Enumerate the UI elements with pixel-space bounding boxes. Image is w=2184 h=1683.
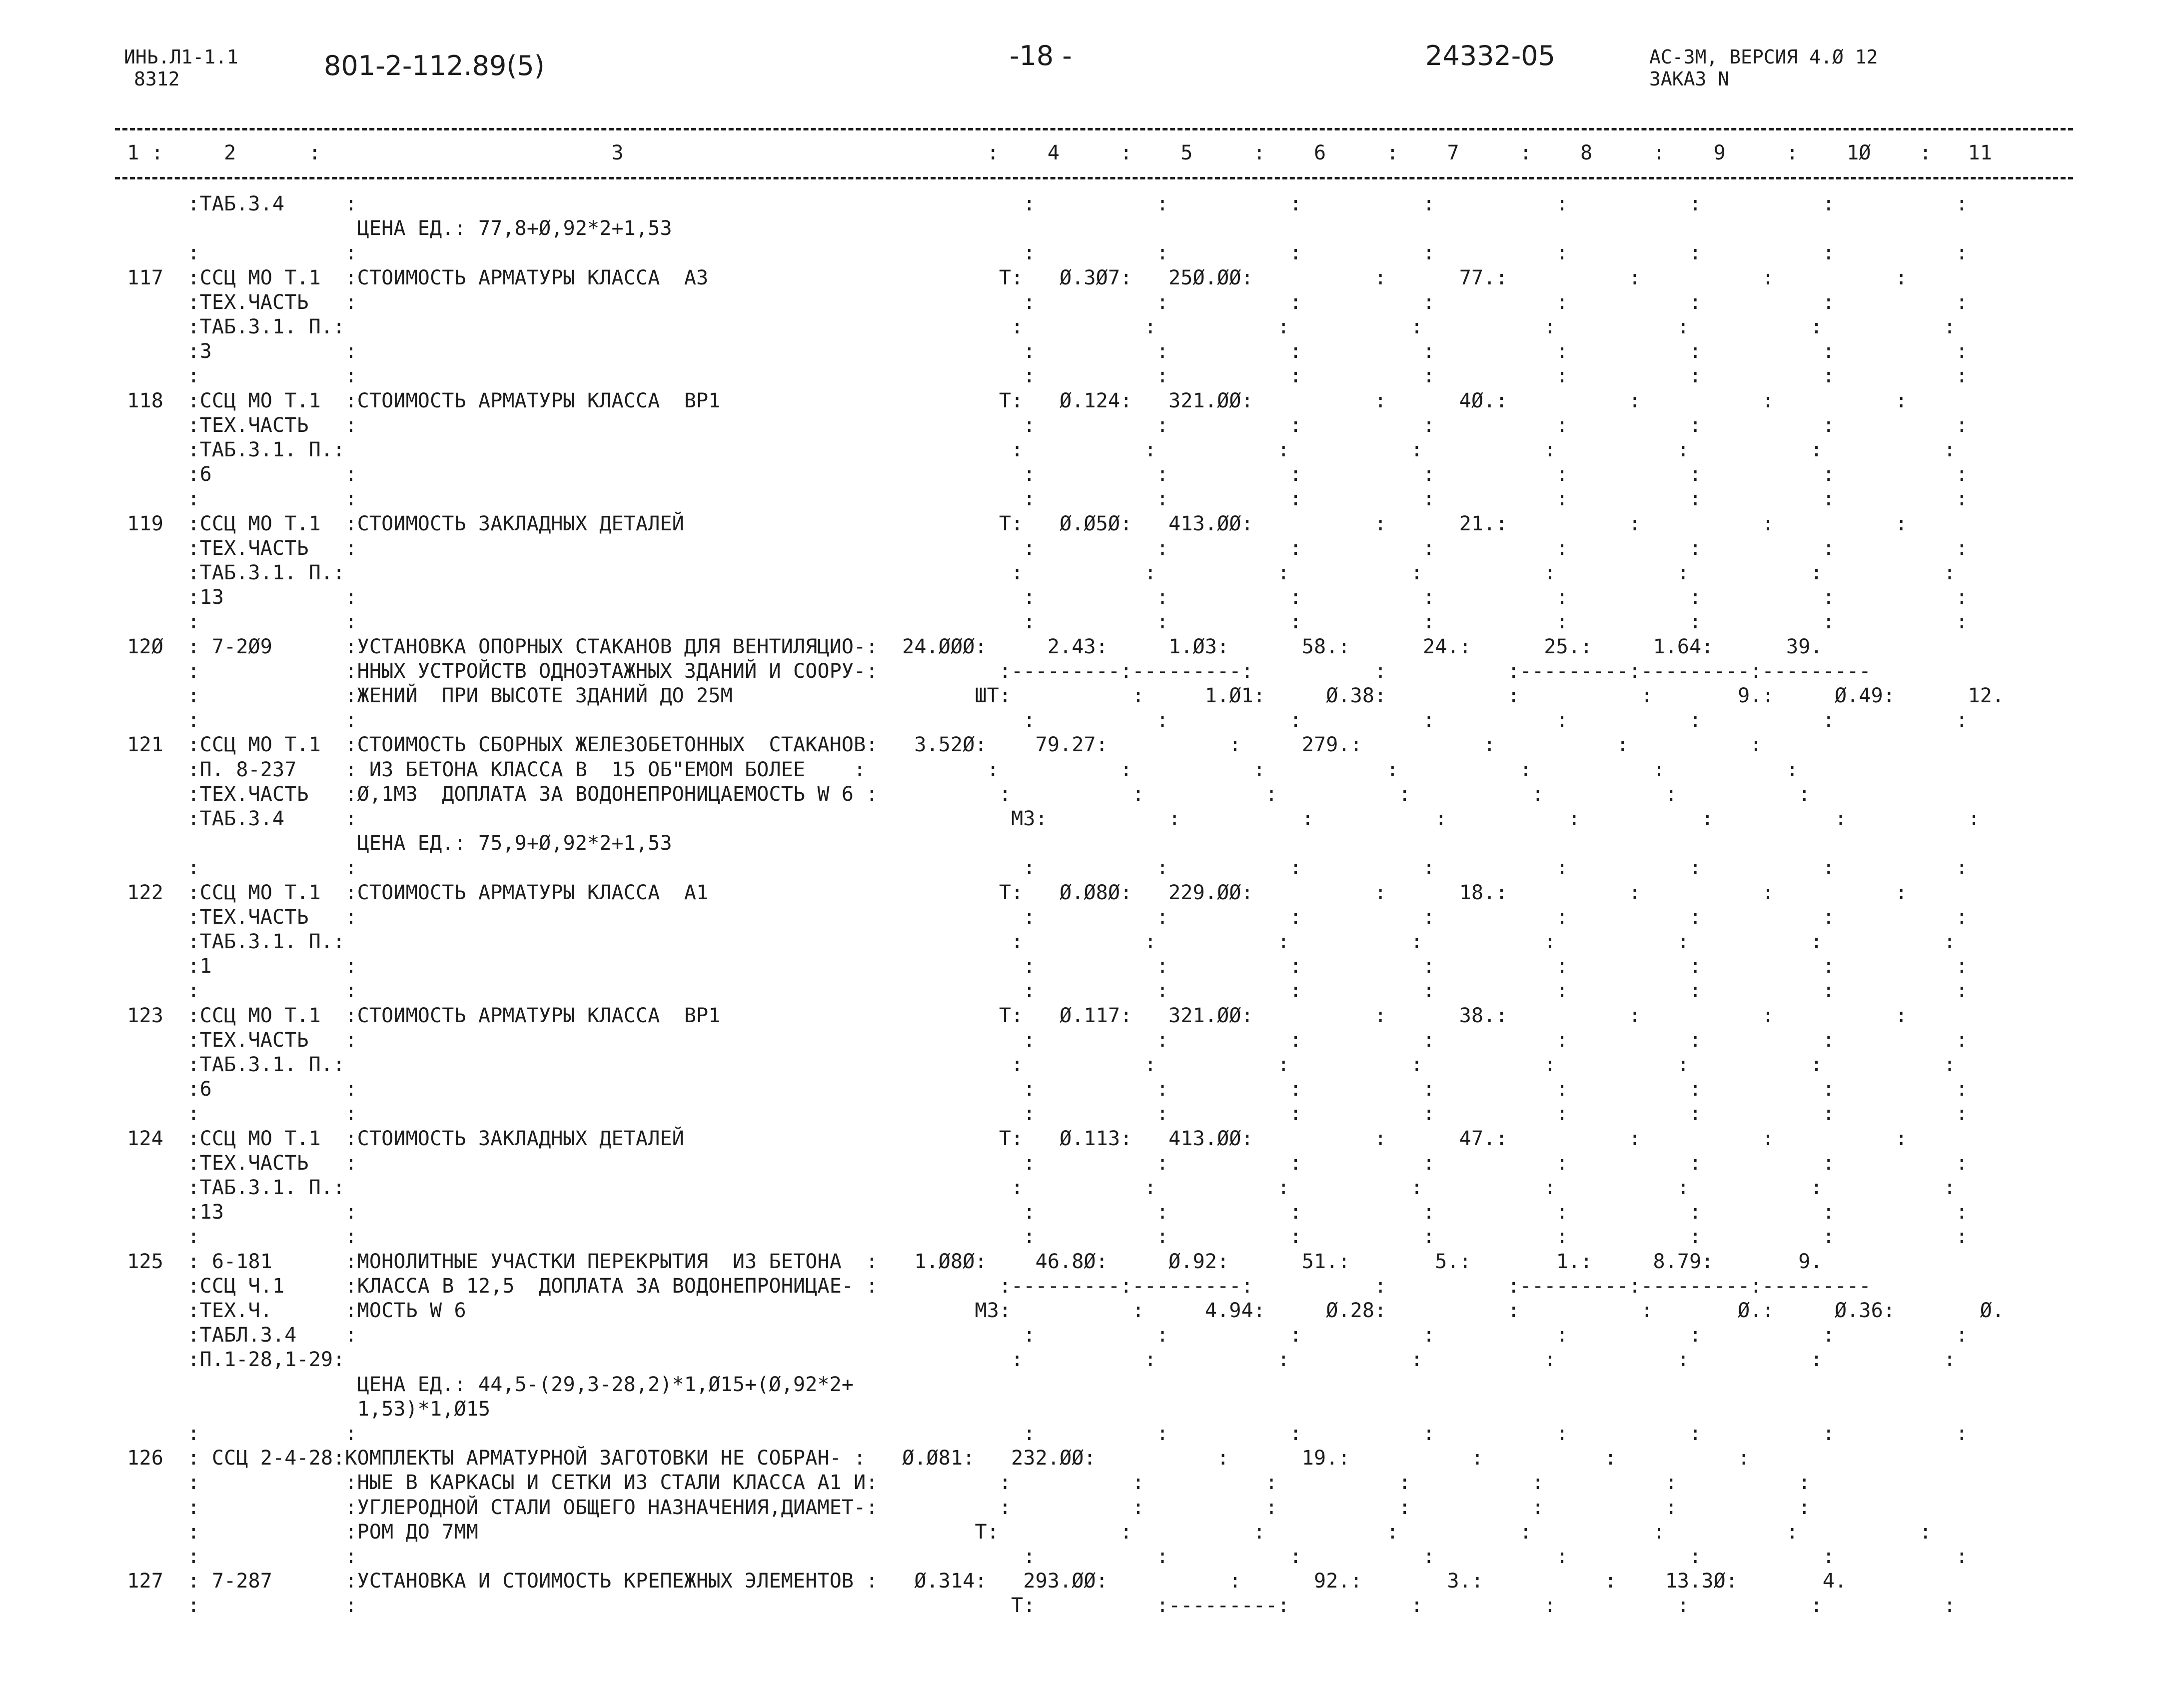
table-line: :6 : : : : : : : : : bbox=[115, 463, 1968, 486]
table-line: :13 : : : : : : : : : bbox=[115, 586, 1968, 609]
table-line: : : : : : : : : : : bbox=[115, 979, 1968, 1003]
table-line: : : : : : : : : : : bbox=[115, 1102, 1968, 1126]
table-line: 117 :ССЦ МО Т.1 :СТОИМОСТЬ АРМАТУРЫ КЛАССА А3 Т: Ø.3Ø7: 25Ø.ØØ: : 77.: : : : bbox=[115, 266, 1908, 289]
document-number: 24332-05 bbox=[1425, 40, 1555, 71]
table-line: 123 :ССЦ МО Т.1 :СТОИМОСТЬ АРМАТУРЫ КЛАССА ВР1 Т: Ø.117: 321.ØØ: : 38.: : : : bbox=[115, 1004, 1908, 1027]
ref-line-2: 8312 bbox=[134, 68, 180, 90]
table-line: : : Т: :---------: : : : : : bbox=[115, 1594, 1956, 1618]
ref-line-1: ИНЬ.Л1-1.1 bbox=[124, 46, 238, 68]
table-line: :ТАБ.3.1. П.: : : : : : : : : bbox=[115, 315, 1956, 338]
table-line: : : : : : : : : : : bbox=[115, 1225, 1968, 1249]
table-line: 1,53)*1,Ø15 bbox=[115, 1397, 491, 1421]
table-line: :ТЕХ.ЧАСТЬ : : : : : : : : : bbox=[115, 413, 1968, 437]
table-line: :13 : : : : : : : : : bbox=[115, 1201, 1968, 1224]
table-line: :1 : : : : : : : : : bbox=[115, 955, 1968, 978]
table-line: : : : : : : : : : : bbox=[115, 709, 1968, 732]
table-line: :ТАБ.3.1. П.: : : : : : : : : bbox=[115, 930, 1956, 953]
table-line: 12Ø : 7-2Ø9 :УСТАНОВКА ОПОРНЫХ СТАКАНОВ ДЛЯ ВЕНТИЛЯЦИО-: 24.ØØØ: 2.43: 1.Ø3: 58.: 24.: 25.: 1.64: 39. bbox=[115, 635, 1823, 658]
table-line: :ТЕХ.ЧАСТЬ : : : : : : : : : bbox=[115, 290, 1968, 314]
table-line: :ТЕХ.ЧАСТЬ : : : : : : : : : bbox=[115, 1028, 1968, 1052]
top-rule bbox=[115, 128, 2073, 130]
table-line: ЦЕНА ЕД.: 75,9+Ø,92*2+1,53 bbox=[115, 832, 672, 855]
table-line: 118 :ССЦ МО Т.1 :СТОИМОСТЬ АРМАТУРЫ КЛАССА ВР1 Т: Ø.124: 321.ØØ: : 4Ø.: : : : bbox=[115, 389, 1908, 412]
table-line: :П. 8-237 : ИЗ БЕТОНА КЛАССА В 15 ОБ"ЕМОМ БОЛЕЕ : : : : : : : : bbox=[115, 758, 1799, 781]
column-numbers: 1 : 2 : 3 : 4 : 5 : 6 : 7 : 8 : 9 : 1Ø : 11 bbox=[115, 141, 1992, 164]
table-line: :ТАБ.3.1. П.: : : : : : : : : bbox=[115, 438, 1956, 461]
system-info-line-2: ЗАКАЗ N bbox=[1649, 68, 1730, 90]
table-line: 119 :ССЦ МО Т.1 :СТОИМОСТЬ ЗАКЛАДНЫХ ДЕТАЛЕЙ Т: Ø.Ø5Ø: 413.ØØ: : 21.: : : : bbox=[115, 512, 1908, 535]
table-line: ЦЕНА ЕД.: 44,5-(29,3-28,2)*1,Ø15+(Ø,92*2+ bbox=[115, 1373, 854, 1396]
page-number: -18 - bbox=[1010, 40, 1072, 71]
table-line: : : : : : : : : : : bbox=[115, 364, 1968, 388]
system-info-line-1: АС-3М, ВЕРСИЯ 4.Ø 12 bbox=[1649, 46, 1878, 68]
table-line: : : : : : : : : : : bbox=[115, 1545, 1968, 1568]
table-line: 124 :ССЦ МО Т.1 :СТОИМОСТЬ ЗАКЛАДНЫХ ДЕТАЛЕЙ Т: Ø.113: 413.ØØ: : 47.: : : : bbox=[115, 1127, 1908, 1150]
table-line: :ТЕХ.ЧАСТЬ :Ø,1М3 ДОПЛАТА ЗА ВОДОНЕПРОНИЦАЕМОСТЬ W 6 : : : : : : : : bbox=[115, 782, 1811, 806]
table-line: 125 : 6-181 :МОНОЛИТНЫЕ УЧАСТКИ ПЕРЕКРЫТИЯ ИЗ БЕТОНА : 1.Ø8Ø: 46.8Ø: Ø.92: 51.: 5.: 1.: 8.79: 9. bbox=[115, 1250, 1823, 1273]
table-line: : :ЖЕНИЙ ПРИ ВЫСОТЕ ЗДАНИЙ ДО 25М ШТ: : 1.Ø1: Ø.38: : : 9.: Ø.49: 12. bbox=[115, 684, 2005, 707]
table-line: :ССЦ Ч.1 :КЛАССА В 12,5 ДОПЛАТА ЗА ВОДОНЕПРОНИЦАЕ- : :---------:---------: : :---------:---------:--------- bbox=[115, 1274, 1871, 1298]
table-line: : : : : : : : : : : bbox=[115, 856, 1968, 880]
table-line: :ТЕХ.ЧАСТЬ : : : : : : : : : bbox=[115, 1151, 1968, 1175]
table-line: :ТАБ.3.1. П.: : : : : : : : : bbox=[115, 561, 1956, 584]
document-code: 801-2-112.89(5) bbox=[324, 50, 545, 81]
header-bottom-rule bbox=[115, 177, 2073, 179]
table-line: :ТАБ.3.4 : : : : : : : : : bbox=[115, 192, 1968, 215]
table-line: : : : : : : : : : : bbox=[115, 1422, 1968, 1445]
table-line: :6 : : : : : : : : : bbox=[115, 1078, 1968, 1101]
table-line: :ТАБЛ.3.4 : : : : : : : : : bbox=[115, 1324, 1968, 1347]
table-line: :3 : : : : : : : : : bbox=[115, 340, 1968, 363]
table-line: 122 :ССЦ МО Т.1 :СТОИМОСТЬ АРМАТУРЫ КЛАССА А1 Т: Ø.Ø8Ø: 229.ØØ: : 18.: : : : bbox=[115, 881, 1908, 904]
table-line: : : : : : : : : : : bbox=[115, 610, 1968, 634]
table-line: : :РОМ ДО 7ММ Т: : : : : : : : bbox=[115, 1520, 1932, 1544]
table-line: :ТЕХ.ЧАСТЬ : : : : : : : : : bbox=[115, 905, 1968, 929]
table-line: :ТАБ.3.4 : М3: : : : : : : : bbox=[115, 807, 1980, 830]
table-line: 121 :ССЦ МО Т.1 :СТОИМОСТЬ СБОРНЫХ ЖЕЛЕЗОБЕТОННЫХ СТАКАНОВ: 3.52Ø: 79.27: : 279.: : : : bbox=[115, 733, 1762, 757]
table-line: : : : : : : : : : : bbox=[115, 241, 1968, 265]
table-line: : :УГЛЕРОДНОЙ СТАЛИ ОБЩЕГО НАЗНАЧЕНИЯ,ДИАМЕТ-: : : : : : : : bbox=[115, 1496, 1811, 1519]
table-line: 127 : 7-287 :УСТАНОВКА И СТОИМОСТЬ КРЕПЕЖНЫХ ЭЛЕМЕНТОВ : Ø.314: 293.ØØ: : 92.: 3.: : 13.3Ø: 4. bbox=[115, 1570, 1847, 1593]
table-line: : :ННЫХ УСТРОЙСТВ ОДНОЭТАЖНЫХ ЗДАНИЙ И СООРУ-: :---------:---------: : :---------:---------:--------- bbox=[115, 659, 1871, 683]
table-line: :ТАБ.3.1. П.: : : : : : : : : bbox=[115, 1176, 1956, 1199]
table-line: 126 : ССЦ 2-4-28:КОМПЛЕКТЫ АРМАТУРНОЙ ЗАГОТОВКИ НЕ СОБРАН- : Ø.Ø81: 232.ØØ: : 19.: : : : bbox=[115, 1447, 1750, 1470]
table-line: ЦЕНА ЕД.: 77,8+Ø,92*2+1,53 bbox=[115, 217, 672, 240]
table-line: : :НЫЕ В КАРКАСЫ И СЕТКИ ИЗ СТАЛИ КЛАССА А1 И: : : : : : : : bbox=[115, 1471, 1811, 1495]
table-line: : : : : : : : : : : bbox=[115, 487, 1968, 511]
table-line: :П.1-28,1-29: : : : : : : : : bbox=[115, 1348, 1956, 1372]
table-line: :ТАБ.3.1. П.: : : : : : : : : bbox=[115, 1053, 1956, 1076]
table-line: :ТЕХ.Ч. :МОСТЬ W 6 М3: : 4.94: Ø.28: : : Ø.: Ø.36: Ø. bbox=[115, 1299, 2005, 1322]
table-line: :ТЕХ.ЧАСТЬ : : : : : : : : : bbox=[115, 536, 1968, 560]
